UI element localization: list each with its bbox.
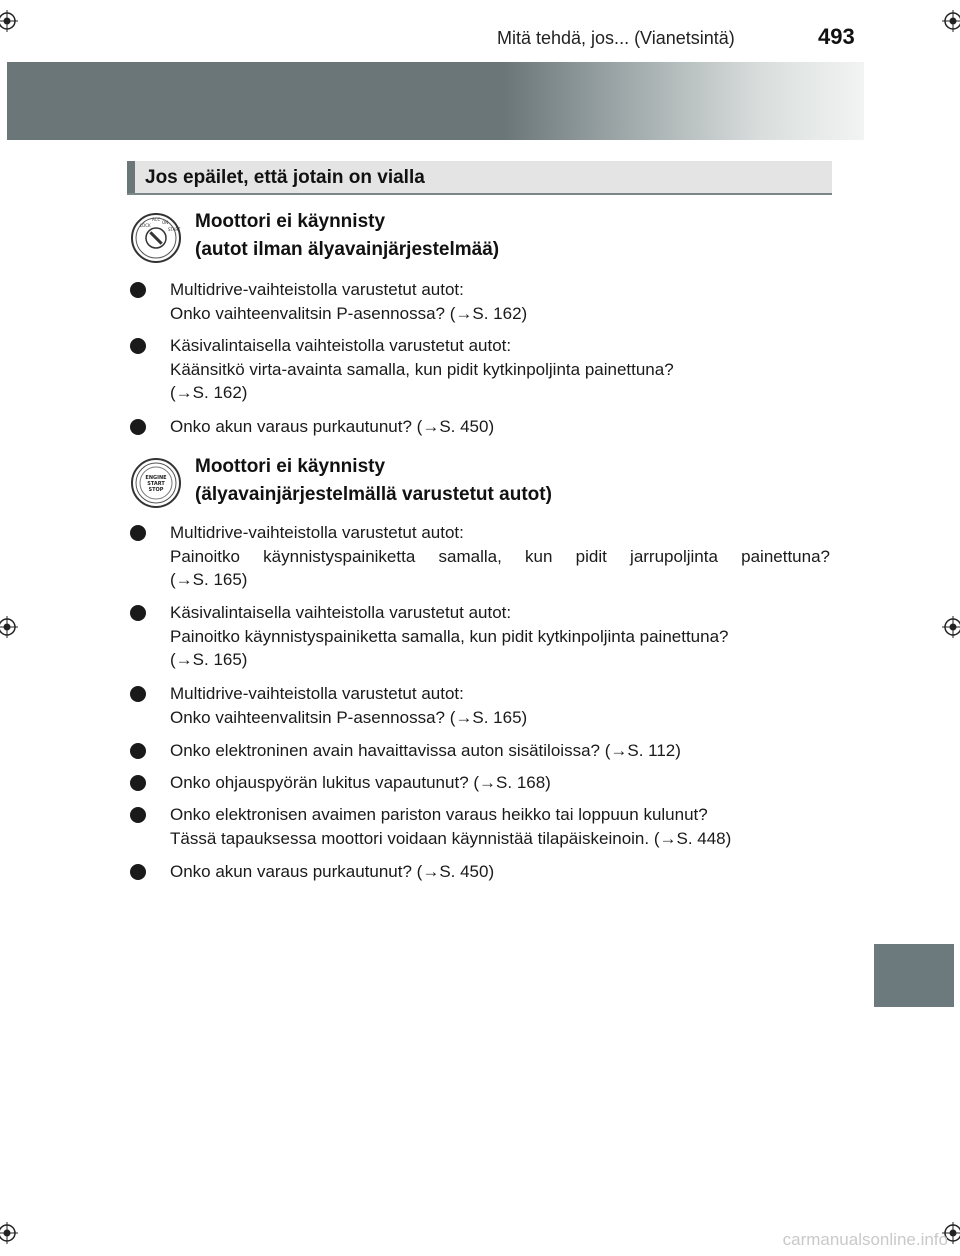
list-item xyxy=(130,739,830,763)
subsection-title-line2: (autot ilman älyavainjärjestelmää) xyxy=(195,239,500,260)
bullet-icon xyxy=(130,605,146,621)
list-item xyxy=(130,601,830,672)
list-item xyxy=(130,521,830,592)
running-header-title: Mitä tehdä, jos... (Vianetsintä) xyxy=(497,28,735,48)
watermark: carmanualsonline.info xyxy=(782,1230,948,1249)
subsection-title-line1: Moottori ei käynnisty xyxy=(195,211,386,232)
list-item-line: Multidrive-vaihteistolla varustetut autot: xyxy=(170,280,464,299)
list-item xyxy=(130,682,830,729)
list-item-line: Painoitko käynnistyspainiketta samalla, kun pidit kytkinpoljinta painettuna? xyxy=(170,626,729,646)
registration-mark-icon xyxy=(942,10,960,32)
bullet-icon xyxy=(130,338,146,354)
svg-text:ACC: ACC xyxy=(152,217,161,222)
svg-text:ON: ON xyxy=(162,220,169,225)
list-item-line: Painoitko käynnistyspainiketta samalla, kun pidit jarrupoljinta painettuna? xyxy=(170,546,830,566)
list-item-line: Onko akun varaus purkautunut? (→S. 450) xyxy=(170,862,495,881)
list-item-line: Käsivalintaisella vaihteistolla varustetut autot: xyxy=(170,603,512,622)
list-item-line: (→S. 162) xyxy=(170,383,248,402)
bullet-icon xyxy=(130,686,146,702)
bullet-icon xyxy=(130,807,146,823)
list-item xyxy=(130,803,830,850)
section-heading xyxy=(127,161,832,195)
bullet-icon xyxy=(130,419,146,435)
list-item xyxy=(130,415,830,439)
subsection-title-line1: Moottori ei käynnisty xyxy=(195,456,386,477)
bullet-icon xyxy=(130,864,146,880)
section-heading-bar xyxy=(127,161,135,193)
icon-text-engine: ENGINE xyxy=(145,475,167,481)
registration-mark-icon xyxy=(0,616,18,638)
registration-mark-icon xyxy=(0,1222,18,1244)
section-heading-text: Jos epäilet, että jotain on vialla xyxy=(145,167,425,188)
bullet-icon xyxy=(130,743,146,759)
list-item-line: Onko vaihteenvalitsin P-asennossa? (→S. 162) xyxy=(170,303,528,323)
list-item-line: Tässä tapauksessa moottori voidaan käynnistää tilapäiskeinoin. (→S. 448) xyxy=(170,828,732,848)
bullet-icon xyxy=(130,282,146,298)
list-item xyxy=(130,334,830,405)
icon-text-stop: STOP xyxy=(148,487,164,493)
list-item xyxy=(130,278,830,325)
svg-text:LOCK: LOCK xyxy=(140,223,151,228)
list-item-line: Multidrive-vaihteistolla varustetut autot: xyxy=(170,523,464,542)
list-item-line: Multidrive-vaihteistolla varustetut autot: xyxy=(170,684,464,703)
list-item-line: Käsivalintaisella vaihteistolla varustetut autot: xyxy=(170,336,512,355)
chapter-tab xyxy=(874,944,954,1007)
page-number: 493 xyxy=(818,24,855,49)
registration-mark-icon xyxy=(942,616,960,638)
list-item-line: Onko elektronisen avaimen pariston varaus heikko tai loppuun kulunut? xyxy=(170,805,708,824)
list-item-line: Käänsitkö virta-avainta samalla, kun pidit kytkinpoljinta painettuna? xyxy=(170,359,674,379)
header-band xyxy=(7,62,864,140)
list-item-line: Onko vaihteenvalitsin P-asennossa? (→S. 165) xyxy=(170,707,528,727)
list-item xyxy=(130,860,830,884)
icon-text-start: START xyxy=(147,481,165,487)
subsection-title-line2: (älyavainjärjestelmällä varustetut autot) xyxy=(195,484,552,505)
svg-text:START: START xyxy=(168,227,181,232)
bullet-icon xyxy=(130,525,146,541)
list-item-line: Onko ohjauspyörän lukitus vapautunut? (→S. 168) xyxy=(170,773,551,792)
registration-mark-icon xyxy=(0,10,18,32)
bullet-icon xyxy=(130,775,146,791)
list-item-line: Onko akun varaus purkautunut? (→S. 450) xyxy=(170,417,495,436)
list-item xyxy=(130,771,830,795)
ignition-key-switch-icon xyxy=(130,212,182,264)
engine-start-stop-button-icon xyxy=(130,457,182,509)
list-item-line: (→S. 165) xyxy=(170,650,248,669)
list-item-line: (→S. 165) xyxy=(170,570,248,589)
list-item-line: Onko elektroninen avain havaittavissa auton sisätiloissa? (→S. 112) xyxy=(170,741,681,760)
